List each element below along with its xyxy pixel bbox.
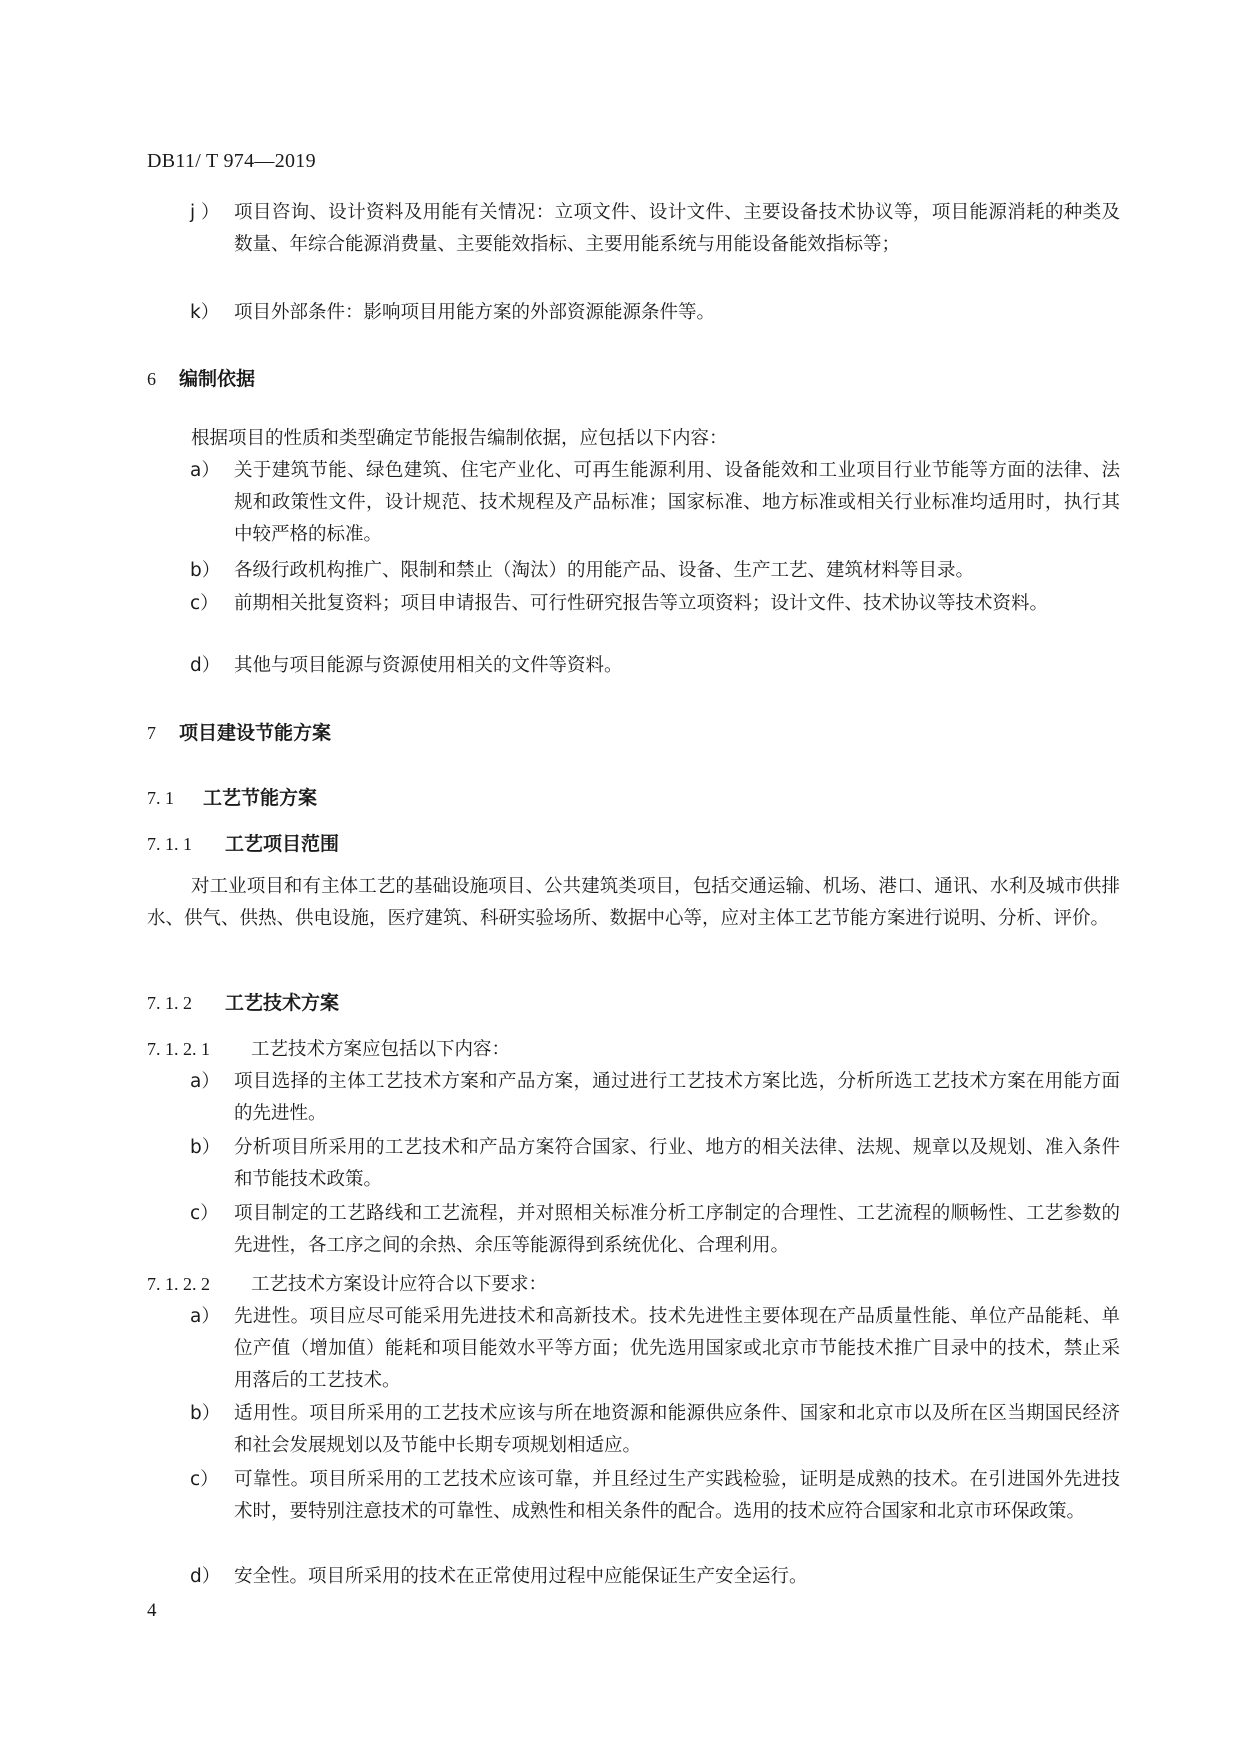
list-item [190, 1198, 1120, 1262]
list-item [190, 455, 1120, 551]
list-item [190, 197, 1120, 261]
list-item [190, 555, 1120, 587]
list-marker: a） [190, 460, 220, 481]
clause-number: 7. 1. 2. 2 [147, 1274, 210, 1294]
list-item-text: 项目外部条件：影响项目用能方案的外部资源能源条件等。 [234, 302, 716, 323]
list-marker: a） [190, 1071, 220, 1092]
list-marker: c） [190, 1469, 219, 1490]
list-marker: b） [190, 560, 221, 581]
section-number: 7. 1. 1 [147, 834, 192, 854]
list-item-text: 可靠性。项目所采用的工艺技术应该可靠，并且经过生产实践检验，证明是成熟的技术。在引进国外先进技术时，要特别注意技术的可靠性、成熟性和相关条件的配合。选用的技术应符合国家和北京市环保政策。 [234, 1469, 1120, 1522]
list-item [190, 1398, 1120, 1462]
section-title: 工艺项目范围 [225, 833, 340, 855]
clause-text: 工艺技术方案设计应符合以下要求： [251, 1274, 548, 1295]
section-number: 7. 1. 2 [147, 993, 192, 1013]
clause-text: 工艺技术方案应包括以下内容： [251, 1039, 511, 1060]
list-marker: c） [190, 593, 219, 614]
clause-number: 7. 1. 2. 1 [147, 1039, 210, 1059]
clause-7-1-2-2 [147, 1270, 547, 1296]
list-item [190, 297, 1120, 329]
section-heading-7-1-2 [147, 988, 339, 1015]
section-number: 7. 1 [147, 788, 174, 808]
list-item [190, 1301, 1120, 1397]
section-heading-6 [147, 364, 255, 391]
list-marker: b） [190, 1403, 221, 1424]
list-item [190, 588, 1120, 620]
list-item-text: 项目选择的主体工艺技术方案和产品方案，通过进行工艺技术方案比选，分析所选工艺技术方案在用能方面的先进性。 [234, 1071, 1120, 1124]
list-marker: b） [190, 1137, 221, 1158]
list-item [190, 1561, 1120, 1593]
section-paragraph: 对工业项目和有主体工艺的基础设施项目、公共建筑类项目，包括交通运输、机场、港口、通讯、水利及城市供排水、供气、供热、供电设施，医疗建筑、科研实验场所、数据中心等，应对主体工艺节能方案进行说明、分析、评价。 [147, 876, 1120, 929]
list-item-text: 项目制定的工艺路线和工艺流程，并对照相关标准分析工序制定的合理性、工艺流程的顺畅性、工艺参数的先进性，各工序之间的余热、余压等能源得到系统优化、合理利用。 [234, 1203, 1120, 1256]
list-marker: a） [190, 1306, 220, 1327]
section-intro: 根据项目的性质和类型确定节能报告编制依据，应包括以下内容： [191, 428, 728, 449]
list-item-text: 前期相关批复资料；项目申请报告、可行性研究报告等立项资料；设计文件、技术协议等技术资料。 [234, 593, 1049, 614]
list-item [190, 1132, 1120, 1196]
list-marker: d） [190, 1566, 221, 1587]
list-item-text: 各级行政机构推广、限制和禁止（淘汰）的用能产品、设备、生产工艺、建筑材料等目录。 [234, 560, 975, 581]
list-item [190, 1464, 1120, 1528]
section-title: 工艺节能方案 [203, 787, 318, 809]
section-heading-7 [147, 718, 331, 745]
list-marker: k） [190, 302, 220, 323]
standard-code-header: DB11/ T 974—2019 [147, 150, 316, 172]
section-title: 项目建设节能方案 [179, 722, 332, 744]
page-number: 4 [147, 1600, 157, 1621]
clause-7-1-2-1 [147, 1035, 510, 1061]
list-marker: j ） [190, 202, 220, 223]
list-item-text: 适用性。项目所采用的工艺技术应该与所在地资源和能源供应条件、国家和北京市以及所在区当期国民经济和社会发展规划以及节能中长期专项规划相适应。 [234, 1403, 1120, 1456]
section-heading-7-1-1 [147, 829, 339, 856]
section-title: 工艺技术方案 [225, 992, 340, 1014]
section-number: 6 [147, 369, 156, 389]
list-item-text: 项目咨询、设计资料及用能有关情况：立项文件、设计文件、主要设备技术协议等，项目能源消耗的种类及数量、年综合能源消费量、主要能效指标、主要用能系统与用能设备能效指标等； [234, 202, 1120, 255]
section-heading-7-1 [147, 783, 317, 810]
list-item-text: 其他与项目能源与资源使用相关的文件等资料。 [234, 655, 623, 676]
list-item [190, 650, 1120, 682]
list-item-text: 先进性。项目应尽可能采用先进技术和高新技术。技术先进性主要体现在产品质量性能、单位产品能耗、单位产值（增加值）能耗和项目能效水平等方面；优先选用国家或北京市节能技术推广目录中的技术，禁止采用落后的工艺技术。 [234, 1306, 1120, 1391]
list-item-text: 分析项目所采用的工艺技术和产品方案符合国家、行业、地方的相关法律、法规、规章以及规划、准入条件和节能技术政策。 [234, 1137, 1120, 1190]
list-marker: d） [190, 655, 221, 676]
list-item-text: 安全性。项目所采用的技术在正常使用过程中应能保证生产安全运行。 [234, 1566, 808, 1587]
list-item-text: 关于建筑节能、绿色建筑、住宅产业化、可再生能源利用、设备能效和工业项目行业节能等方面的法律、法规和政策性文件，设计规范、技术规程及产品标准；国家标准、地方标准或相关行业标准均适用时，执行其中较严格的标准。 [234, 460, 1120, 545]
list-item [190, 1066, 1120, 1130]
section-title: 编制依据 [179, 368, 256, 390]
list-marker: c） [190, 1203, 219, 1224]
section-number: 7 [147, 723, 156, 743]
